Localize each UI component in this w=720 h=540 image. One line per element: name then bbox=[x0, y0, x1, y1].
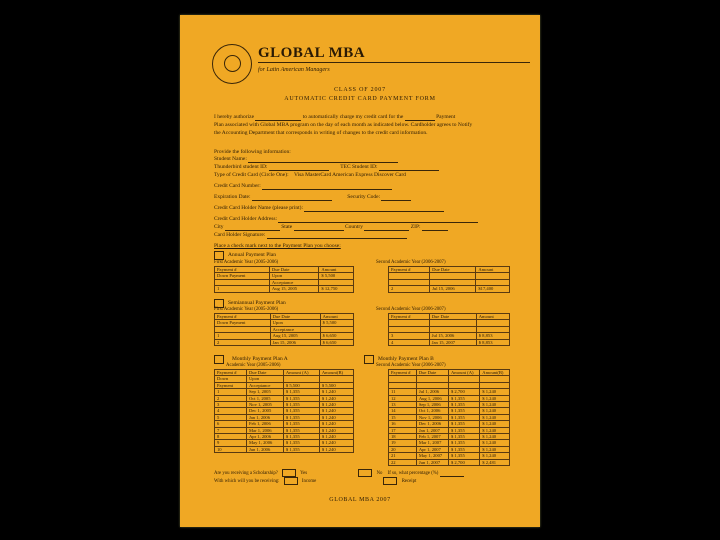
table-cell: $ 1,240 bbox=[319, 427, 353, 433]
table-cell: 1 bbox=[215, 389, 247, 395]
table-cell: $ 12,750 bbox=[319, 286, 354, 292]
thunderbird-id-label: Thunderbird student ID: bbox=[214, 164, 268, 170]
table-cell: $ 1,240 bbox=[319, 440, 353, 446]
table-cell: 6 bbox=[215, 421, 247, 427]
table-cell: 4 bbox=[389, 339, 430, 345]
city-label: City bbox=[214, 224, 224, 230]
table-cell: $ 1,240 bbox=[319, 446, 353, 452]
monthly-first-year-table bbox=[214, 369, 354, 453]
scholarship-no-label: No bbox=[376, 471, 383, 477]
table-cell: 12 bbox=[389, 395, 417, 401]
table-cell: $ 1,355 bbox=[448, 427, 479, 433]
table-cell: 7 bbox=[215, 427, 247, 433]
auth-line1-a: I hereby authorize bbox=[214, 114, 255, 120]
table-cell: $ 5,500 bbox=[320, 320, 353, 326]
table-cell: $ 1,355 bbox=[283, 402, 319, 408]
table-cell: Dec 1, 2006 bbox=[416, 421, 448, 427]
monthly-second-year-table bbox=[388, 369, 510, 466]
table-cell: $ 1,240 bbox=[480, 389, 510, 395]
scholarship-yes-label: Yes bbox=[300, 471, 308, 477]
table-cell: $ 1,240 bbox=[480, 434, 510, 440]
table-cell: Mar 1, 2007 bbox=[416, 440, 448, 446]
signature-field[interactable] bbox=[267, 232, 407, 239]
annual-second-year-table bbox=[388, 266, 510, 293]
table-cell: Feb 1, 2006 bbox=[246, 421, 283, 427]
column-header: Amount(B) bbox=[319, 370, 353, 376]
table-cell: 1 bbox=[215, 286, 270, 292]
table-cell: Acceptance bbox=[270, 326, 320, 332]
page-footer: GLOBAL MBA 2007 bbox=[329, 497, 391, 503]
column-header: Due Date bbox=[270, 314, 320, 320]
table-cell: $ 5,500 bbox=[319, 273, 354, 279]
card-type-options[interactable]: Visa MasterCard American Express Discover Card bbox=[293, 172, 406, 178]
instructions-label: Provide the following information: bbox=[214, 149, 291, 155]
brand-divider bbox=[258, 62, 530, 63]
brand-tagline: for Latin American Managers bbox=[258, 67, 330, 73]
table-cell: $ 1,355 bbox=[448, 446, 479, 452]
table-cell: $ 1,355 bbox=[283, 408, 319, 414]
table-cell: $ 1,355 bbox=[448, 395, 479, 401]
monthly-plan-a-title: Monthly Payment Plan A bbox=[232, 356, 288, 362]
table-cell: 15 bbox=[389, 414, 417, 420]
state-field[interactable] bbox=[294, 224, 344, 231]
scholarship-question: Are you receiving a Scholarship? bbox=[214, 471, 278, 477]
table-row bbox=[389, 286, 510, 292]
table-cell: 14 bbox=[389, 408, 417, 414]
income-label: Income bbox=[301, 479, 317, 485]
table-cell: $ 5,500 bbox=[283, 382, 319, 388]
table-header-row bbox=[389, 314, 510, 320]
annual-second-year-label: Second Academic Year (2006-2007) bbox=[376, 260, 446, 265]
table-row bbox=[389, 459, 510, 465]
table-cell: Aug 15, 2005 bbox=[269, 286, 318, 292]
table-cell: May 1, 2007 bbox=[416, 453, 448, 459]
auth-line3: the Accounting Department that corresponds in writing of changes to the credit card information. bbox=[214, 130, 428, 136]
table-cell: $ 1,355 bbox=[448, 408, 479, 414]
table-cell: $ 2,700 bbox=[448, 389, 479, 395]
table-cell: Apr 1, 2006 bbox=[246, 434, 283, 440]
table-cell: 5 bbox=[215, 414, 247, 420]
column-header: Payment # bbox=[389, 370, 417, 376]
table-cell: Down bbox=[215, 376, 247, 382]
table-header-row bbox=[389, 267, 510, 273]
table-cell: 20 bbox=[389, 446, 417, 452]
table-cell: $ 1,240 bbox=[319, 395, 353, 401]
state-label: State bbox=[281, 224, 293, 230]
table-cell: Aug 1, 2006 bbox=[416, 395, 448, 401]
table-cell: Sep 1, 2006 bbox=[416, 402, 448, 408]
country-label: Country bbox=[344, 224, 364, 230]
table-cell: 4 bbox=[215, 408, 247, 414]
monthly-plan-a-checkbox[interactable] bbox=[214, 355, 224, 364]
table-cell: 10 bbox=[215, 446, 247, 452]
table-cell: $ 1,355 bbox=[283, 389, 319, 395]
table-cell: $ 1,240 bbox=[480, 453, 510, 459]
table-cell: $ 1,355 bbox=[283, 446, 319, 452]
table-cell: Jun 1, 2006 bbox=[246, 446, 283, 452]
scholarship-method-label: With which will you be receiving: bbox=[214, 479, 280, 485]
zip-field[interactable] bbox=[422, 224, 448, 231]
table-cell: $ 1,355 bbox=[448, 421, 479, 427]
table-row bbox=[215, 339, 354, 345]
semiannual-first-year-table bbox=[214, 313, 354, 346]
table-cell: 1 bbox=[215, 333, 271, 339]
annual-plan-checkbox[interactable] bbox=[214, 251, 224, 260]
table-cell: $ 1,355 bbox=[448, 402, 479, 408]
auth-line1-b: to automatically charge my credit card for the bbox=[302, 114, 404, 120]
authorized-party-field[interactable] bbox=[255, 114, 301, 121]
tec-id-label: TEC Student ID: bbox=[340, 164, 378, 170]
table-cell: $ 1,240 bbox=[480, 408, 510, 414]
table-cell: $ 1,240 bbox=[319, 408, 353, 414]
table-cell: Acceptance bbox=[269, 279, 318, 285]
zip-label: ZIP: bbox=[410, 224, 421, 230]
student-name-label: Student Name: bbox=[214, 156, 247, 162]
holder-address-label: Credit Card Holder Address: bbox=[214, 216, 278, 222]
table-cell: 3 bbox=[215, 402, 247, 408]
expiration-field[interactable] bbox=[252, 194, 332, 201]
table-cell: 9 bbox=[215, 440, 247, 446]
column-header: Due Date bbox=[430, 267, 476, 273]
column-header: Payment # bbox=[215, 370, 247, 376]
table-cell: $ 1,240 bbox=[480, 414, 510, 420]
column-header: Payment # bbox=[389, 314, 430, 320]
plan-name-field[interactable] bbox=[405, 114, 435, 121]
column-header: Payment # bbox=[389, 267, 430, 273]
semiannual-second-year-label: Second Academic Year (2006-2007) bbox=[376, 307, 446, 312]
student-name-field[interactable] bbox=[248, 156, 398, 163]
table-cell: Nov 1, 2005 bbox=[246, 402, 283, 408]
table-header-row bbox=[215, 267, 354, 273]
card-type-label: Type of Credit Card (Circle One): bbox=[214, 172, 289, 178]
table-cell: Jan 1, 2007 bbox=[416, 427, 448, 433]
table-cell: 22 bbox=[389, 459, 417, 465]
table-cell: $ 1,355 bbox=[448, 440, 479, 446]
auth-line2: Plan associated with Global MBA program on the day of each month as indicated below. Cardholder agrees to Notify bbox=[214, 122, 473, 128]
country-field[interactable] bbox=[364, 224, 409, 231]
table-cell: 16 bbox=[389, 421, 417, 427]
annual-first-year-table bbox=[214, 266, 354, 293]
table-cell: Payment bbox=[215, 382, 247, 388]
table-cell: 2 bbox=[215, 395, 247, 401]
scholarship-no-checkbox[interactable] bbox=[358, 469, 372, 477]
card-number-label: Credit Card Number: bbox=[214, 183, 261, 189]
table-cell: 18 bbox=[389, 434, 417, 440]
table-cell: 17 bbox=[389, 427, 417, 433]
receipt-label: Receipt bbox=[401, 479, 417, 485]
table-cell: $ 8,853 bbox=[476, 339, 509, 345]
table-cell: Oct 1, 2005 bbox=[246, 395, 283, 401]
table-cell: 21 bbox=[389, 453, 417, 459]
column-header: Amount bbox=[320, 314, 353, 320]
table-cell: 11 bbox=[389, 389, 417, 395]
plan-instruction: Place a check mark next to the Payment Plan you choose: bbox=[214, 243, 341, 249]
table-cell: Feb 1, 2007 bbox=[416, 434, 448, 440]
column-header: Amount (A) bbox=[283, 370, 319, 376]
table-cell: Jan 15, 2006 bbox=[270, 339, 320, 345]
column-header: Amount (A) bbox=[448, 370, 479, 376]
table-cell: $ 1,355 bbox=[283, 414, 319, 420]
monthly-first-year-label: Academic Year (2005-2006) bbox=[226, 363, 281, 368]
table-cell: Jan 15, 2007 bbox=[429, 339, 476, 345]
table-cell: Oct 1, 2006 bbox=[416, 408, 448, 414]
table-row bbox=[215, 286, 354, 292]
table-cell: 8 bbox=[215, 434, 247, 440]
table-cell: Jul 15, 2006 bbox=[429, 333, 476, 339]
monthly-plan-b-title: Monthly Payment Plan B bbox=[378, 356, 434, 362]
table-cell: $ 1,355 bbox=[283, 440, 319, 446]
seal-inner-emblem bbox=[224, 55, 241, 72]
city-field[interactable] bbox=[225, 224, 280, 231]
table-cell: $ 1,240 bbox=[480, 446, 510, 452]
column-header: Due Date bbox=[416, 370, 448, 376]
table-cell: Nov 1, 2006 bbox=[416, 414, 448, 420]
form-page bbox=[180, 15, 540, 527]
scholarship-yes-checkbox[interactable] bbox=[282, 469, 296, 477]
annual-first-year-label: First Academic Year (2005-2006) bbox=[214, 260, 279, 265]
table-cell: Jul 1, 2006 bbox=[416, 389, 448, 395]
table-cell: Jan 1, 2006 bbox=[246, 414, 283, 420]
table-cell: $ 1,240 bbox=[319, 414, 353, 420]
annual-plan-title: Annual Payment Plan bbox=[228, 252, 276, 258]
table-cell: $ 1,355 bbox=[283, 427, 319, 433]
receipt-checkbox[interactable] bbox=[383, 477, 397, 485]
table-cell: $ 1,240 bbox=[319, 389, 353, 395]
column-header: Due Date bbox=[269, 267, 318, 273]
table-cell: $17,400 bbox=[476, 286, 510, 292]
table-cell: $ 1,240 bbox=[480, 440, 510, 446]
form-title: AUTOMATIC CREDIT CARD PAYMENT FORM bbox=[284, 96, 436, 102]
semiannual-first-year-label: First Academic Year (2005-2006) bbox=[214, 307, 279, 312]
column-header: Due Date bbox=[429, 314, 476, 320]
table-row bbox=[389, 339, 510, 345]
table-cell: $ 1,355 bbox=[283, 434, 319, 440]
column-header: Payment # bbox=[215, 314, 271, 320]
table-header-row bbox=[215, 314, 354, 320]
monthly-plan-b-checkbox[interactable] bbox=[364, 355, 374, 364]
semiannual-plan-title: Semiannual Payment Plan bbox=[228, 300, 286, 306]
table-cell: 19 bbox=[389, 440, 417, 446]
column-header: Amount bbox=[476, 267, 510, 273]
table-cell: Apr 1, 2007 bbox=[416, 446, 448, 452]
auth-line1-c: Payment bbox=[436, 114, 456, 120]
table-cell: May 1, 2006 bbox=[246, 440, 283, 446]
scholarship-method-row bbox=[214, 477, 416, 485]
security-code-label: Security Code: bbox=[347, 194, 381, 200]
column-header: Due Date bbox=[246, 370, 283, 376]
column-header: Amount bbox=[476, 314, 509, 320]
table-cell: $ 1,355 bbox=[448, 453, 479, 459]
table-cell: Upon bbox=[269, 273, 318, 279]
table-cell: Upon bbox=[270, 320, 320, 326]
table-cell: 3 bbox=[389, 333, 430, 339]
table-cell: Down Payment bbox=[215, 320, 271, 326]
table-cell: Down Payment bbox=[215, 273, 270, 279]
semiannual-second-year-table bbox=[388, 313, 510, 346]
brand-name: GLOBAL MBA bbox=[258, 45, 366, 61]
table-cell: $ 1,355 bbox=[283, 421, 319, 427]
table-cell: 2 bbox=[389, 286, 430, 292]
security-code-field[interactable] bbox=[381, 194, 411, 201]
holder-name-field[interactable] bbox=[304, 205, 444, 212]
table-cell: $ 6,650 bbox=[320, 333, 353, 339]
column-header: Payment # bbox=[215, 267, 270, 273]
table-cell: $ 2,481 bbox=[480, 459, 510, 465]
holder-address-field[interactable] bbox=[278, 216, 478, 223]
table-cell: $ 8,853 bbox=[476, 333, 509, 339]
table-cell: $ 1,355 bbox=[448, 434, 479, 440]
table-row bbox=[215, 446, 354, 452]
table-cell: $ 1,240 bbox=[480, 427, 510, 433]
table-cell: $ 1,240 bbox=[480, 402, 510, 408]
table-cell: Jun 1, 2007 bbox=[416, 459, 448, 465]
monthly-second-year-label: Second Academic Year (2006-2007) bbox=[376, 363, 446, 368]
thunderbird-id-field[interactable] bbox=[269, 164, 329, 171]
table-cell: Sep 1, 2005 bbox=[246, 389, 283, 395]
scholarship-percentage-field[interactable] bbox=[440, 470, 464, 477]
table-cell: Mar 1, 2006 bbox=[246, 427, 283, 433]
table-cell: 2 bbox=[215, 339, 271, 345]
table-cell: Jul 15, 2006 bbox=[430, 286, 476, 292]
expiration-label: Expiration Date: bbox=[214, 194, 251, 200]
authorization-text bbox=[214, 113, 524, 137]
card-number-field[interactable] bbox=[262, 183, 392, 190]
table-cell: $ 1,240 bbox=[319, 402, 353, 408]
tec-id-field[interactable] bbox=[379, 164, 439, 171]
table-cell: 13 bbox=[389, 402, 417, 408]
table-cell: $ 1,240 bbox=[480, 421, 510, 427]
table-cell: $ 1,240 bbox=[480, 395, 510, 401]
table-cell: $ 5,500 bbox=[319, 382, 353, 388]
signature-label: Card Holder Signature: bbox=[214, 232, 266, 238]
table-cell: Upon bbox=[246, 376, 283, 382]
scholarship-percentage-label: If so, what percentage (%) bbox=[387, 471, 439, 477]
holder-name-label: Credit Card Holder Name (please print): bbox=[214, 205, 304, 211]
table-cell: $ 1,240 bbox=[319, 421, 353, 427]
table-cell: $ 1,355 bbox=[283, 395, 319, 401]
table-cell: $ 1,355 bbox=[448, 414, 479, 420]
table-cell: $ 2,700 bbox=[448, 459, 479, 465]
table-cell: Aug 15, 2005 bbox=[270, 333, 320, 339]
table-cell: Dec 1, 2005 bbox=[246, 408, 283, 414]
table-cell: Acceptance bbox=[246, 382, 283, 388]
table-cell: $ 6,650 bbox=[320, 339, 353, 345]
table-cell: $ 1,240 bbox=[319, 434, 353, 440]
column-header: Amount bbox=[319, 267, 354, 273]
income-checkbox[interactable] bbox=[284, 477, 298, 485]
column-header: Amount(B) bbox=[480, 370, 510, 376]
scholarship-row bbox=[214, 469, 464, 477]
class-title: CLASS OF 2007 bbox=[334, 87, 386, 93]
